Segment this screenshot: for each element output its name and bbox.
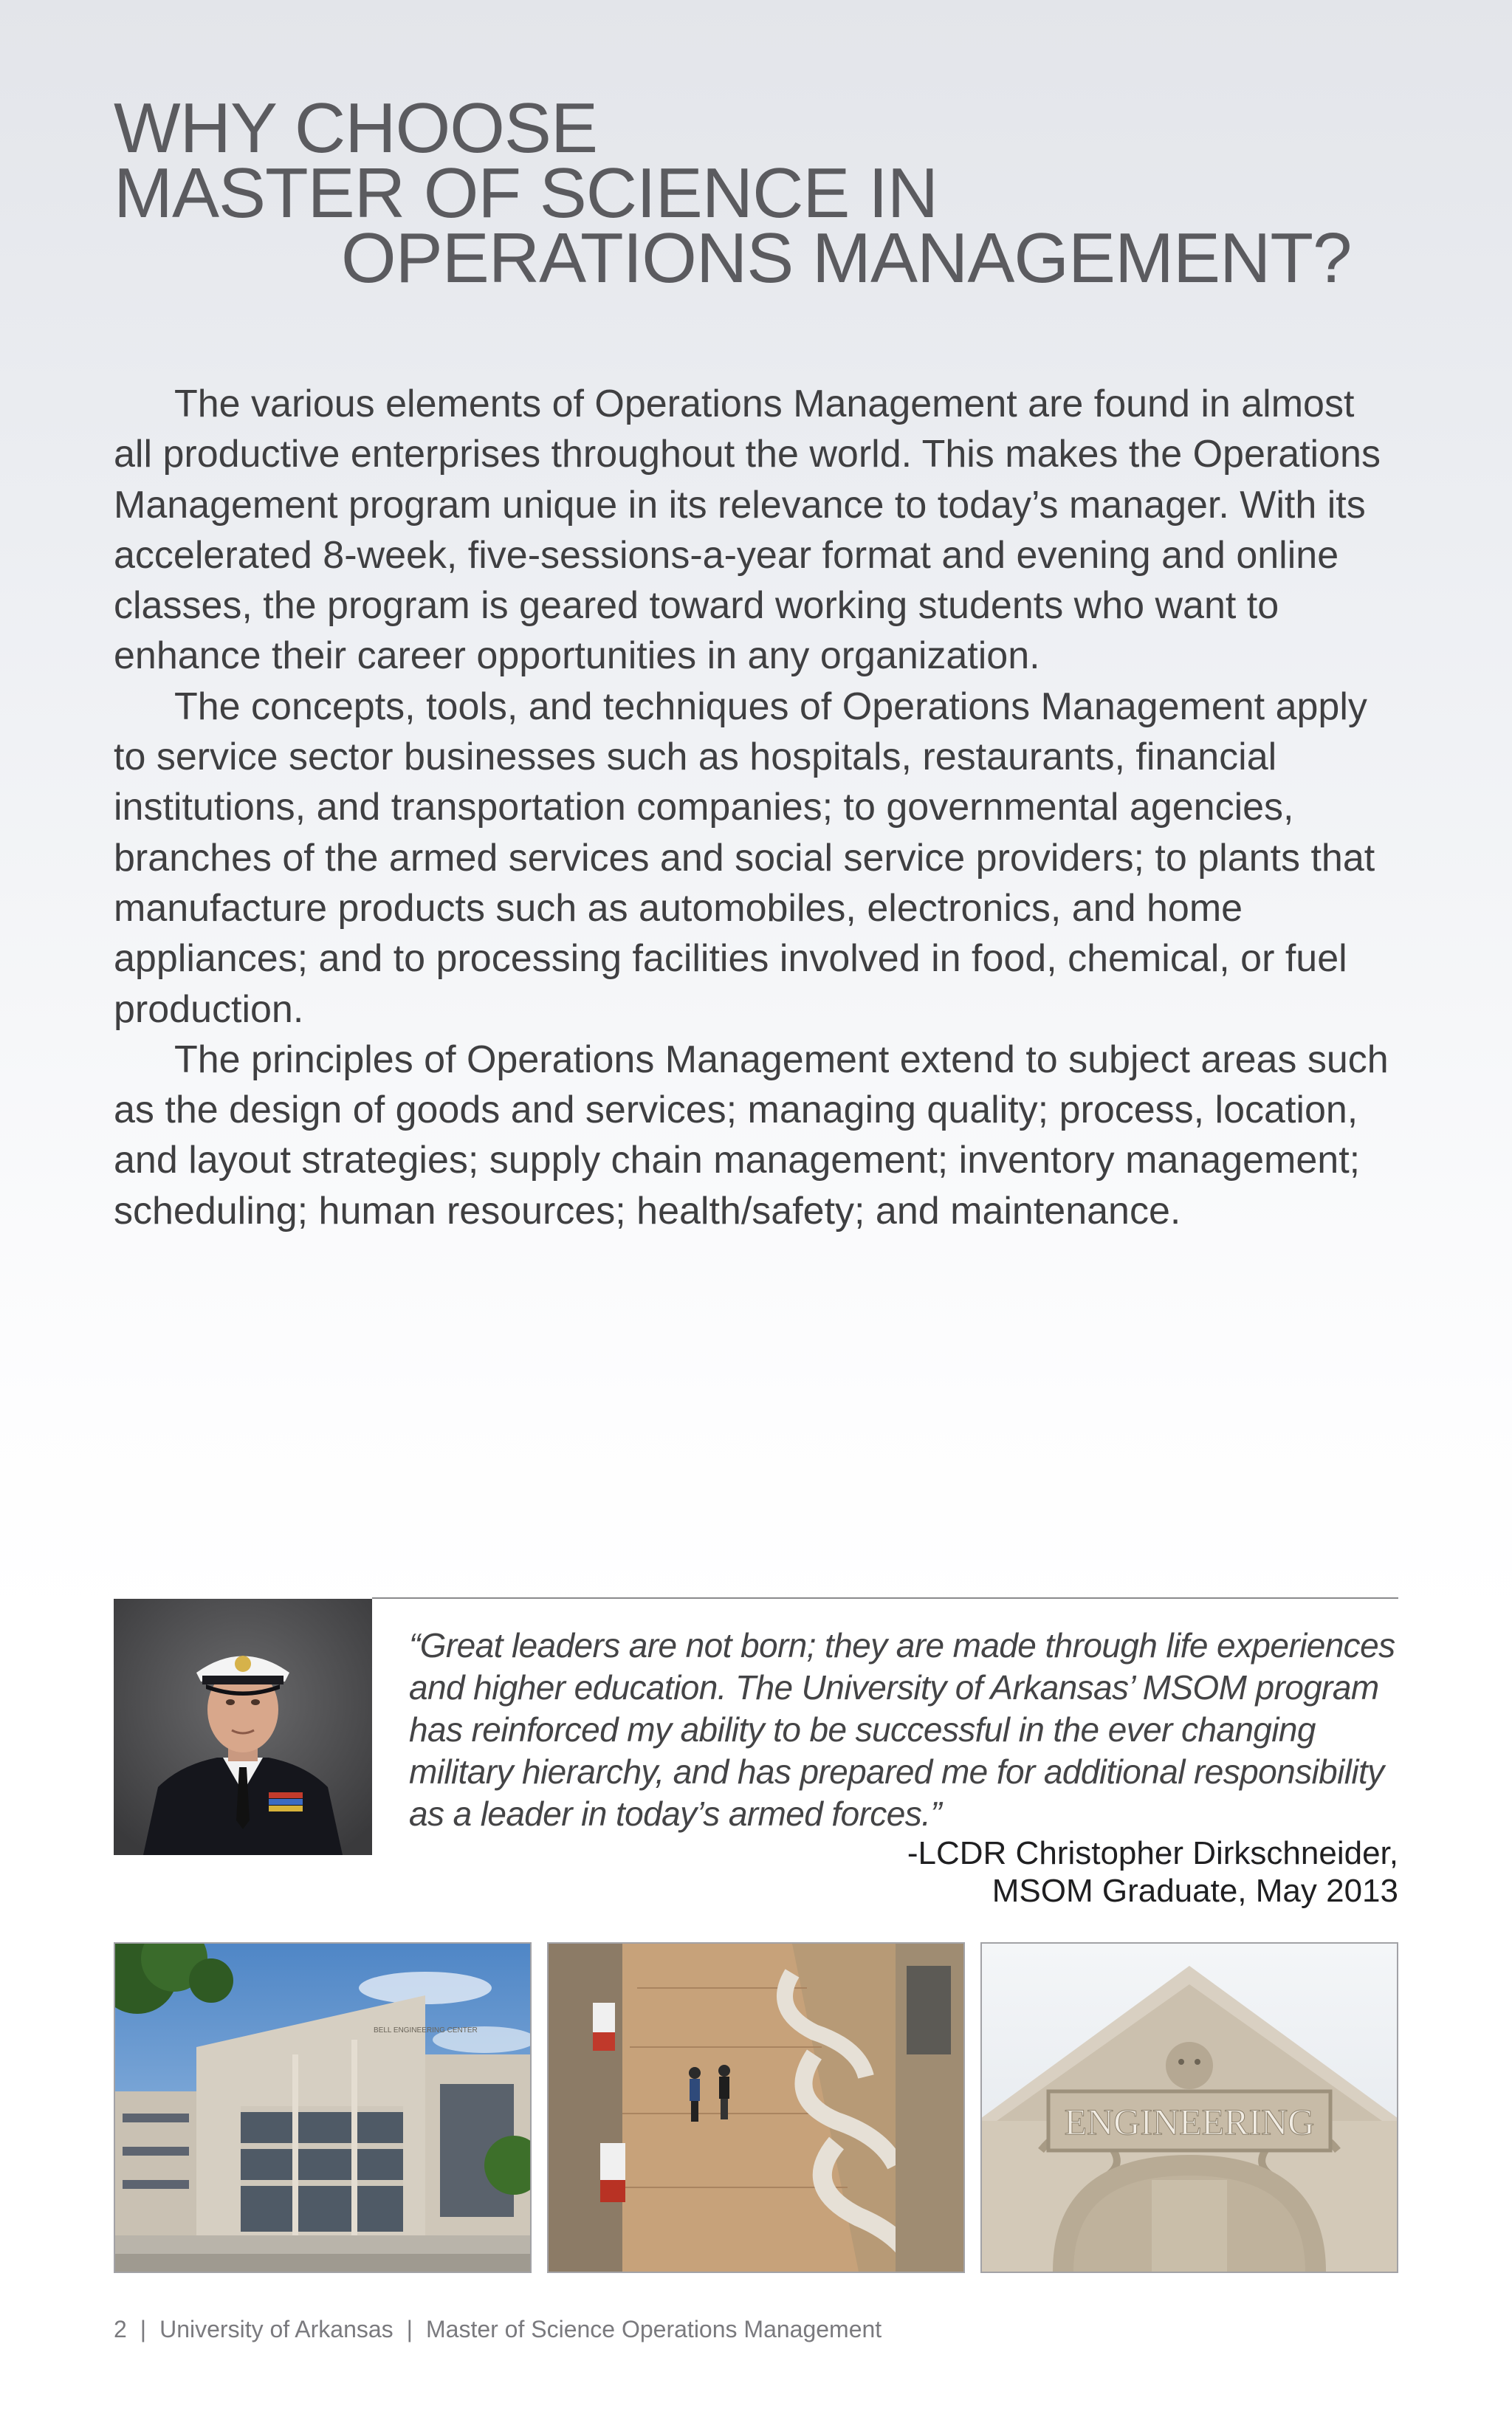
heading-line-3: OPERATIONS MANAGEMENT? [341, 219, 1352, 298]
building-sign: BELL ENGINEERING CENTER [374, 2026, 478, 2035]
page-heading [114, 89, 1398, 298]
attribution-title: MSOM Graduate, May 2013 [992, 1873, 1398, 1909]
footer-separator: | [140, 2316, 147, 2342]
testimonial-quote: “Great leaders are not born; they are made through life experiences and higher education. The University of Arkansas’ MSOM program has reinforced my ability to be successful in the ever changing military hierarchy, and has prepared me for additional responsibility as a leader in today’s armed forces.” [409, 1626, 1395, 1833]
page-number: 2 [114, 2316, 127, 2342]
heading-line-1: WHY CHOOSE [114, 89, 597, 168]
body-copy [114, 379, 1398, 1236]
engineering-arch-photo [980, 1942, 1398, 2273]
engineering-building-photo [114, 1942, 532, 2273]
body-paragraph-2: The concepts, tools, and techniques of Operations Management apply to service sector businesses such as hospitals, restaurants, financial institutions, and transportation companies; to governmental agencies, branches of the armed services and social service providers; to plants that manufacture products such as automobiles, electronics, and home appliances; and to processing facilities involved in food, chemical, or fuel production. [114, 685, 1375, 1031]
atrium-walkway-photo [547, 1942, 965, 2273]
body-paragraph-3: The principles of Operations Management extend to subject areas such as the design of goods and services; managing quality; process, location, and layout strategies; supply chain management; inventory management; scheduling; human resources; health/safety; and maintenance. [114, 1038, 1389, 1233]
arch-inscription: ENGINEERING [1064, 2101, 1315, 2142]
page-footer [114, 2314, 882, 2344]
attribution-name: -LCDR Christopher Dirkschneider, [907, 1835, 1398, 1871]
footer-separator: | [406, 2316, 413, 2342]
testimonial-attribution [907, 1834, 1398, 1910]
body-paragraph-1: The various elements of Operations Management are found in almost all productive enterprises throughout the world. This makes the Operations Management program unique in its relevance to today’s manager. With its accelerated 8-week, five-sessions-a-year format and evening and online classes, the program is geared toward working students who want to enhance their career opportunities in any organization. [114, 383, 1381, 678]
heading-line-2: MASTER OF SCIENCE IN [114, 154, 938, 233]
portrait-illustration [114, 1599, 372, 1855]
footer-program: Master of Science Operations Management [425, 2316, 882, 2342]
testimonial-divider [372, 1597, 1398, 1599]
footer-university: University of Arkansas [159, 2316, 394, 2342]
graduate-portrait [114, 1599, 372, 1855]
